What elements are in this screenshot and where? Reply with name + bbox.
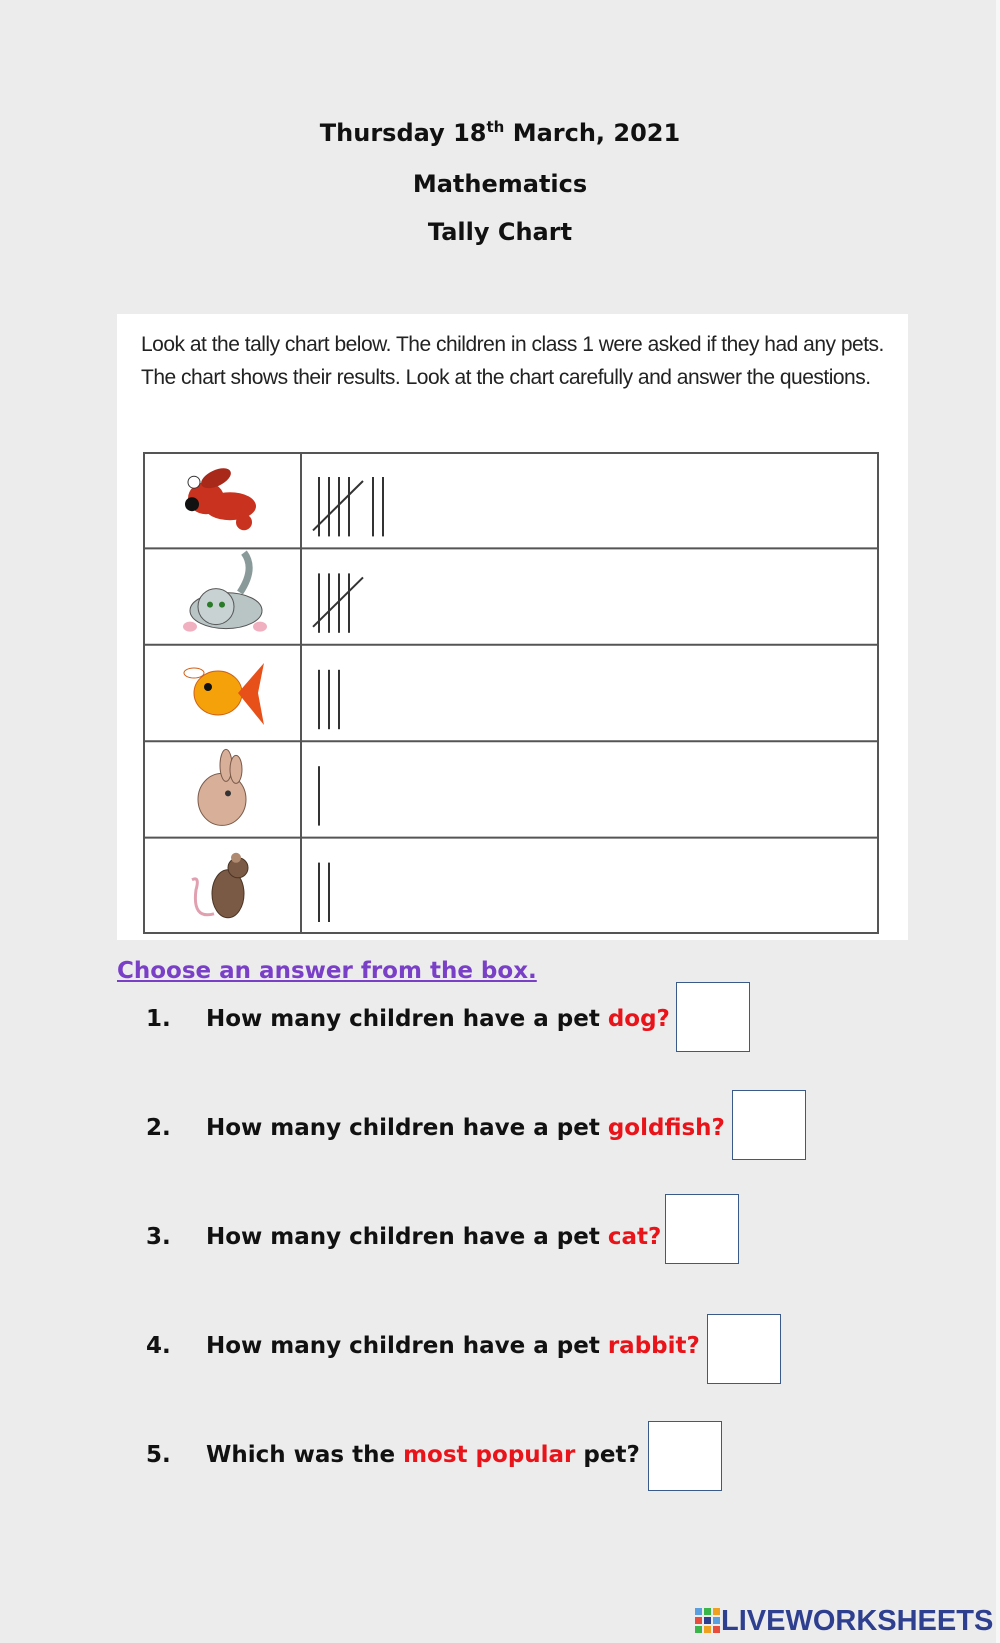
- intro-line-2: The chart shows their results. Look at the chart carefully and answer the questions.: [141, 366, 871, 389]
- question-2: [146, 1115, 725, 1141]
- question-text: How many children have a pet: [206, 1333, 608, 1359]
- question-number: 2.: [146, 1115, 171, 1141]
- question-highlight: dog?: [607, 1006, 670, 1032]
- answer-box-1[interactable]: [676, 982, 750, 1052]
- instruction-text: Choose an answer from the box.: [117, 958, 537, 984]
- chart-intro: [141, 328, 891, 394]
- tally-table: [143, 452, 879, 934]
- date-superscript: th: [486, 118, 505, 136]
- tally-table-svg: [143, 452, 879, 934]
- question-5: [146, 1442, 640, 1468]
- question-highlight: rabbit?: [607, 1333, 700, 1359]
- question-text: Which was the: [206, 1442, 404, 1468]
- topic-title: Tally Chart: [427, 218, 573, 246]
- answer-box-4[interactable]: [707, 1314, 781, 1384]
- question-text-end: pet?: [575, 1442, 640, 1468]
- question-number: 4.: [146, 1333, 171, 1359]
- question-1: [146, 1006, 670, 1032]
- question-number: 3.: [146, 1224, 171, 1250]
- intro-line-1: Look at the tally chart below. The children in class 1 were asked if they had any pets.: [141, 333, 884, 356]
- cat-icon: [183, 553, 267, 632]
- subject-title: Mathematics: [412, 170, 588, 198]
- question-text: How many children have a pet: [206, 1006, 608, 1032]
- question-highlight: goldfish?: [607, 1115, 725, 1141]
- date-suffix: March, 2021: [504, 119, 681, 147]
- rabbit-icon: [198, 749, 246, 825]
- date-line: [0, 118, 1000, 147]
- liveworksheets-logo[interactable]: [695, 1604, 993, 1638]
- question-highlight: cat?: [607, 1224, 662, 1250]
- question-highlight: most popular: [403, 1442, 576, 1468]
- dog-icon: [185, 464, 256, 530]
- question-number: 1.: [146, 1006, 171, 1032]
- question-4: [146, 1333, 700, 1359]
- logo-grid-icon: [695, 1608, 721, 1634]
- question-text: How many children have a pet: [206, 1224, 608, 1250]
- question-number: 5.: [146, 1442, 171, 1468]
- answer-box-5[interactable]: [648, 1421, 722, 1491]
- answer-box-3[interactable]: [665, 1194, 739, 1264]
- date-prefix: Thursday 18: [319, 119, 487, 147]
- question-3: [146, 1224, 661, 1250]
- page-edge: [996, 0, 1000, 1643]
- logo-text: LIVEWORKSHEETS: [721, 1604, 994, 1637]
- mouse-icon: [192, 853, 248, 918]
- goldfish-icon: [184, 663, 264, 725]
- answer-box-2[interactable]: [732, 1090, 806, 1160]
- tally-chart-image: [117, 314, 908, 940]
- question-text: How many children have a pet: [206, 1115, 608, 1141]
